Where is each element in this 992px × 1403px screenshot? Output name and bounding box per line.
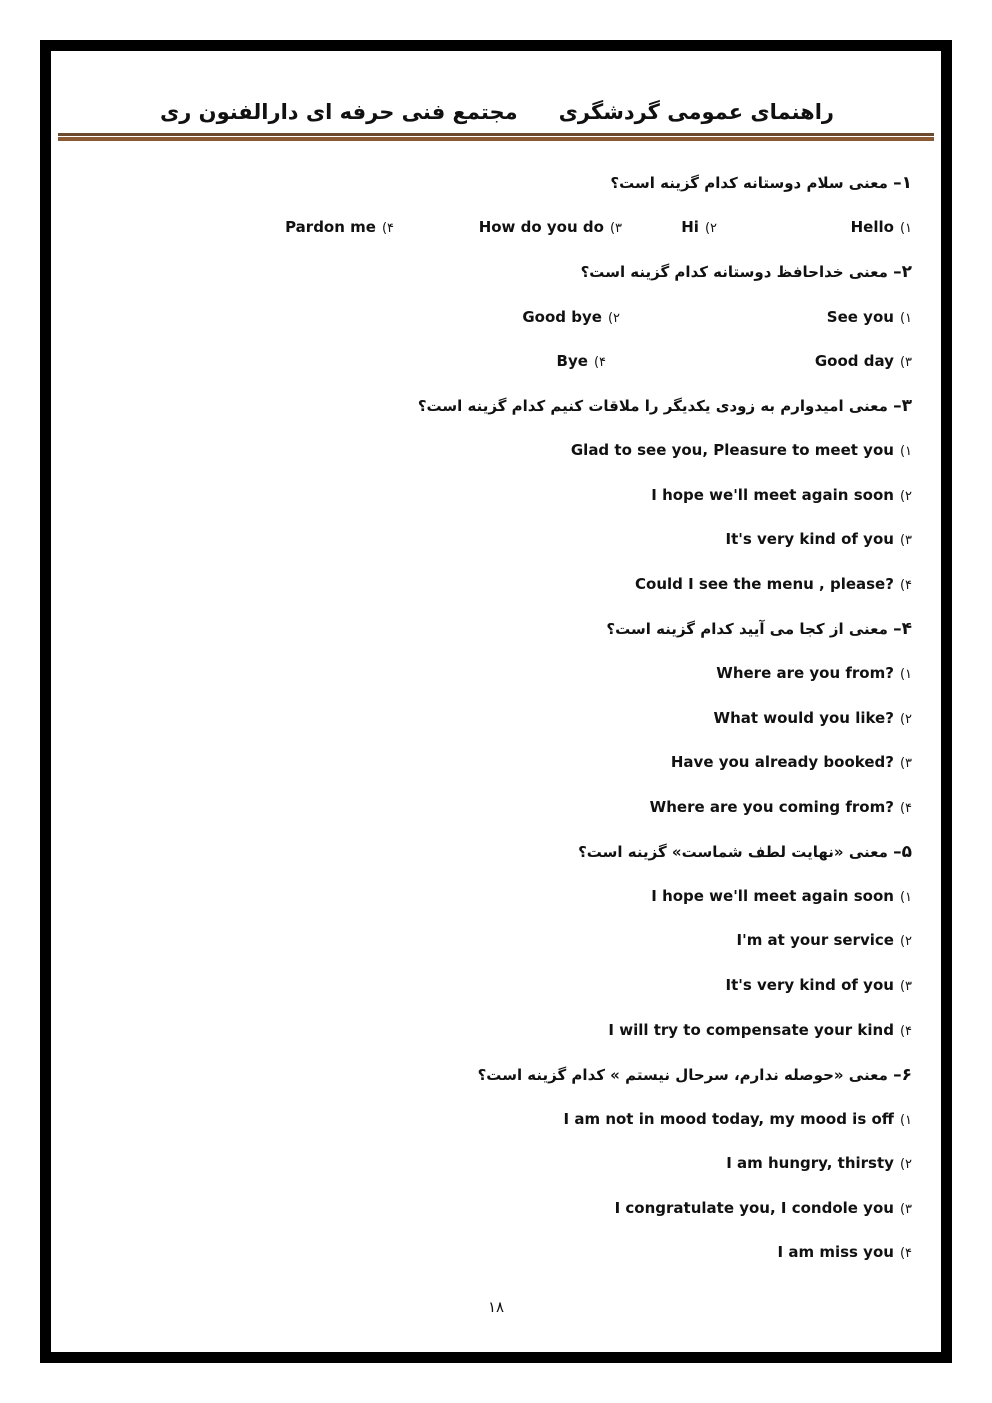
option-4-2[interactable] xyxy=(714,709,912,727)
question-number: ۶– xyxy=(893,1065,912,1085)
option-mark: (۲ xyxy=(899,489,912,504)
option-mark: (۱ xyxy=(899,311,912,326)
option-5-1[interactable] xyxy=(651,887,912,905)
option-mark: (۴ xyxy=(899,1246,912,1261)
question-text: معنی سلام دوستانه کدام گزینه است؟ xyxy=(610,174,888,192)
question-text: معنی خداحافظ دوستانه کدام گزینه است؟ xyxy=(580,263,888,281)
option-text: See you xyxy=(826,308,894,326)
question-4 xyxy=(606,619,912,639)
option-5-3[interactable] xyxy=(726,976,912,994)
option-text: I hope we'll meet again soon xyxy=(651,887,894,905)
option-6-3[interactable] xyxy=(615,1199,912,1217)
option-mark: (۲ xyxy=(704,221,717,236)
option-4-1[interactable] xyxy=(716,664,912,682)
option-6-4[interactable] xyxy=(778,1243,912,1261)
option-mark: (۳ xyxy=(899,756,912,771)
option-mark: (۱ xyxy=(899,221,912,236)
header-divider xyxy=(58,133,934,136)
option-text: Have you already booked? xyxy=(670,753,894,771)
option-5-2[interactable] xyxy=(737,931,912,949)
question-text: معنی از کجا می آیید کدام گزینه است؟ xyxy=(606,620,888,638)
option-text: Could I see the menu , please? xyxy=(635,575,894,593)
question-number: ۴– xyxy=(893,619,912,639)
option-text: What would you like? xyxy=(713,709,894,727)
option-3-2[interactable] xyxy=(651,486,912,504)
option-mark: (۴ xyxy=(593,355,606,370)
option-1-3[interactable] xyxy=(479,218,622,236)
option-mark: (۴ xyxy=(899,801,912,816)
option-mark: (۲ xyxy=(899,934,912,949)
option-mark: (۱ xyxy=(899,667,912,682)
header-title: راهنمای عمومی گردشگری xyxy=(558,100,834,124)
option-mark: (۲ xyxy=(899,712,912,727)
option-text: Pardon me xyxy=(285,218,376,236)
option-mark: (۲ xyxy=(899,1157,912,1172)
option-3-3[interactable] xyxy=(726,530,912,548)
question-1 xyxy=(610,173,912,193)
option-text: Good day xyxy=(814,352,894,370)
question-number: ۵– xyxy=(893,842,912,862)
option-mark: (۴ xyxy=(381,221,394,236)
option-text: Bye xyxy=(556,352,588,370)
option-text: Hi xyxy=(681,218,699,236)
option-mark: (۳ xyxy=(899,1202,912,1217)
option-text: I will try to compensate your kind xyxy=(608,1021,894,1039)
option-mark: (۳ xyxy=(899,979,912,994)
question-text: معنی امیدوارم به زودی یکدیگر را ملاقات کنیم کدام گزینه است؟ xyxy=(417,397,888,415)
option-mark: (۲ xyxy=(607,311,620,326)
question-5 xyxy=(578,842,912,862)
header-institute: مجتمع فنی حرفه ای دارالفنون ری xyxy=(160,100,518,124)
question-6 xyxy=(478,1065,912,1085)
question-number: ۲– xyxy=(893,262,912,282)
option-mark: (۴ xyxy=(899,578,912,593)
option-text: It's very kind of you xyxy=(725,976,894,994)
option-2-2[interactable] xyxy=(522,308,620,326)
option-3-1[interactable] xyxy=(571,441,912,459)
option-mark: (۴ xyxy=(899,1024,912,1039)
option-3-4[interactable] xyxy=(635,575,912,593)
option-4-3[interactable] xyxy=(671,753,912,771)
option-mark: (۱ xyxy=(899,890,912,905)
option-text: Where are you coming from? xyxy=(649,798,894,816)
question-3 xyxy=(418,396,912,416)
option-2-1[interactable] xyxy=(827,308,912,326)
option-text: I am not in mood today, my mood is off xyxy=(563,1110,894,1128)
option-6-1[interactable] xyxy=(564,1110,912,1128)
option-text: How do you do xyxy=(478,218,604,236)
option-2-3[interactable] xyxy=(815,352,912,370)
option-5-4[interactable] xyxy=(608,1021,912,1039)
option-mark: (۳ xyxy=(899,533,912,548)
option-mark: (۱ xyxy=(899,1113,912,1128)
question-text: معنی «نهایت لطف شماست» گزینه است؟ xyxy=(578,843,888,861)
option-text: Glad to see you, Pleasure to meet you xyxy=(570,441,894,459)
option-mark: (۱ xyxy=(899,444,912,459)
option-1-1[interactable] xyxy=(851,218,912,236)
option-text: It's very kind of you xyxy=(725,530,894,548)
option-text: I congratulate you, I condole you xyxy=(614,1199,894,1217)
option-text: I'm at your service xyxy=(736,931,894,949)
option-text: Where are you from? xyxy=(716,664,894,682)
option-2-4[interactable] xyxy=(557,352,606,370)
question-2 xyxy=(581,262,912,282)
question-text: معنی «حوصله ندارم، سرحال نیستم » کدام گزینه است؟ xyxy=(477,1066,888,1084)
question-number: ۱– xyxy=(893,173,912,193)
option-6-2[interactable] xyxy=(726,1154,912,1172)
question-number: ۳– xyxy=(893,396,912,416)
option-mark: (۳ xyxy=(609,221,622,236)
header-divider-lower xyxy=(58,137,934,141)
option-text: I am hungry, thirsty xyxy=(726,1154,894,1172)
option-text: Good bye xyxy=(522,308,602,326)
option-text: Hello xyxy=(850,218,894,236)
option-text: I hope we'll meet again soon xyxy=(651,486,894,504)
option-text: I am miss you xyxy=(777,1243,894,1261)
option-1-2[interactable] xyxy=(681,218,717,236)
option-mark: (۳ xyxy=(899,355,912,370)
page-number: ۱۸ xyxy=(487,1298,505,1316)
option-1-4[interactable] xyxy=(285,218,394,236)
option-4-4[interactable] xyxy=(650,798,912,816)
